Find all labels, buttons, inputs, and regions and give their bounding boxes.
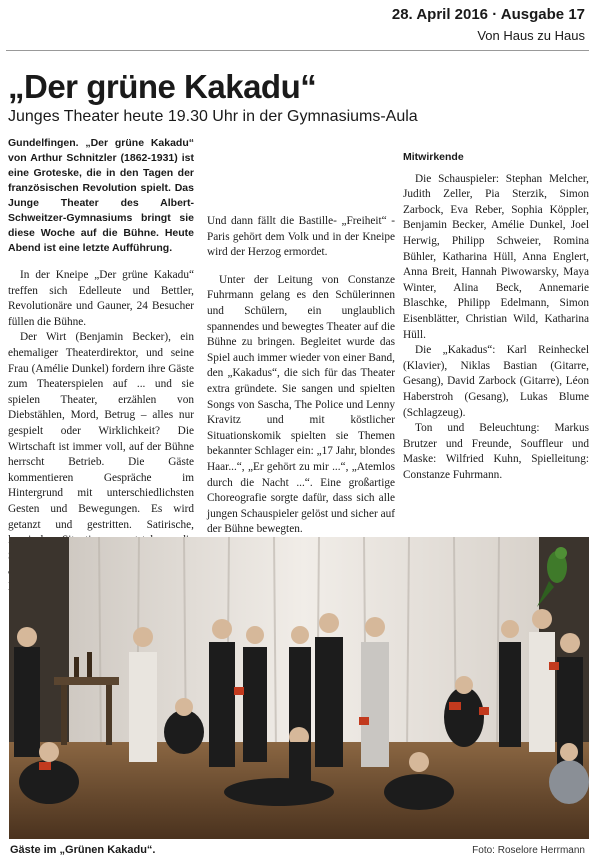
cast-list: Die Schauspieler: Stephan Melcher, Judith Zeller, Pia Sterzik, Simon Zarbock, Eva Reber, Sophia Köppler, Benjamin Becker, Amélie Dunkel, Joel Herwig, Philipp Schweier, Romina Bühler, Katharina Hüll, Anna Englert, Anna Breit, Hannah Piwowarsky, Maya Winter, Alina Beck, Annemarie Blaschke, Philipp Edelmann, Simon Eisenblätter, Christian Wild, Katharina Hüll.	[403, 172, 589, 341]
stage-photo	[9, 537, 589, 839]
column-3	[403, 136, 589, 483]
page-header	[0, 0, 595, 50]
issue-date: 28. April 2016 · Ausgabe 17	[391, 6, 585, 23]
column-1	[8, 136, 194, 583]
paragraph-4: Unter der Leitung von Constanze Fuhrmann gelang es den Schülerinnen und Schülern, ein unglaublich spannendes und bewegtes Theater auf die Bühne zu bringen. Begleitet wurde das Spiel auch immer wieder von einer Band, den „Kakadus“, die sich für das Theater extra gründete. Sie sangen und spielten Songs von Sascha, The Police und Lenny Kravitz und mit köstlicher Situationskomik spielten sie Themen bekannter Schlager ein: „17 Jahr, blondes Haar...“, „Er gehört zu mir ...“, „Atemlos durch die Nacht ...“. Eine großartige Choreografie sorgte dafür, dass sich alle jungen Schauspieler gelöst und sicher auf der Bühne bewegten.	[207, 273, 395, 536]
photo-credit: Foto: Roselore Herrmann	[472, 845, 585, 856]
paragraph-2: Der Wirt (Benjamin Becker), ein ehemaliger Theaterdirektor, und seine Frau (Amélie Dunkel) fordern ihre Gäste zum Theaterspielen auf ... und sie spielen Theater, erzählen von Diebstählen, Mord, Betrug – alles nur gespielt oder Wirklichkeit? Die Wirtschaft ist immer voll, auf der Bühne herrscht Betrieb. Die Gäste kommentieren Gespräche im Hintergrund mit unterschiedlichsten Gesten und Bewegungen. Es wird getanzt und gestritten. Satirische,	[8, 331, 194, 531]
article-headline: „Der grüne Kakadu“	[8, 68, 317, 105]
mitwirkende-heading: Mitwirkende	[403, 151, 464, 163]
article-lead: Gundelfingen. „Der grüne Kakadu“ von Arthur Schnitzler (1862-1931) ist eine Groteske, die in den Tagen der französischen Revolution spielt. Das Junge Theater des Albert-Schweitzer-Gymnasiums bringt sie diese Woche auf die Bühne. Heute Abend ist eine letzte Aufführung.	[8, 137, 194, 254]
header-rule	[6, 50, 589, 51]
stage-photo-illustration	[9, 537, 589, 839]
crew-list: Ton und Beleuchtung: Markus Brutzer und Freunde, Souffleur und Maske: Wilfried Kuhn, Spielleitung: Constanze Fuhrmann.	[403, 422, 589, 481]
column-2	[207, 136, 395, 538]
paragraph-3: Und dann fällt die Bastille- „Freiheit“ - Paris gehört dem Volk und in der Kneipe wird der Herzog ermordet.	[207, 215, 395, 259]
band-list: Die „Kakadus“: Karl Reinheckel (Klavier), Niklas Bastian (Gitarre, Gesang), David Zarbock (Gitarre), Léon Haberstroh (Gesang), Lukas Blume (Schlagzeug).	[403, 344, 589, 419]
paragraph-1: In der Kneipe „Der grüne Kakadu“ treffen sich Edelleute und Bettler, Revolutionäre und Gauner, 24 Besucher füllen die Bühne.	[8, 269, 194, 328]
article-subheadline: Junges Theater heute 19.30 Uhr in der Gymnasiums-Aula	[8, 108, 418, 125]
section-name: Von Haus zu Haus	[477, 28, 585, 43]
photo-caption: Gäste im „Grünen Kakadu“.	[10, 844, 156, 856]
